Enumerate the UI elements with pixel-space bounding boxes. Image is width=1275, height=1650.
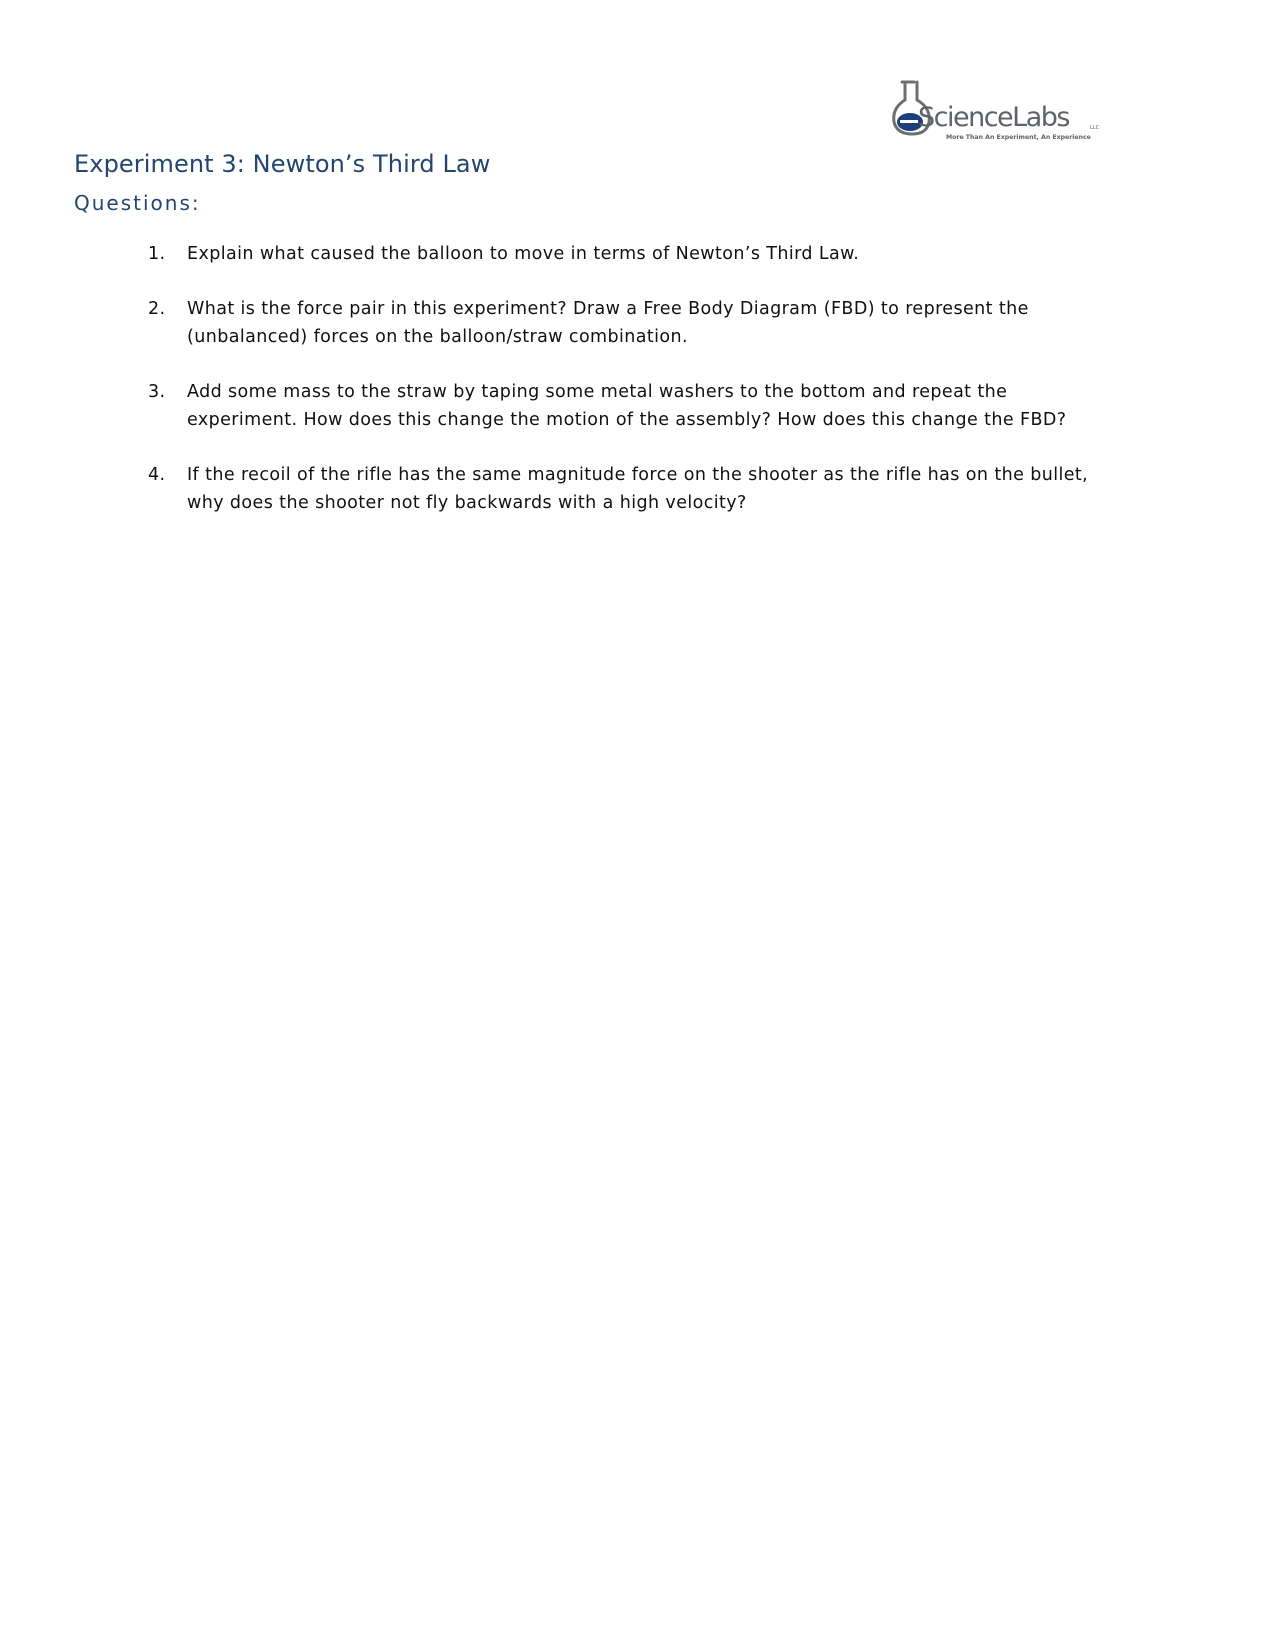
logo-wordmark: ScienceLabs (918, 102, 1069, 133)
questions-list (148, 240, 1118, 544)
question-number: 2. (148, 299, 166, 319)
question-text: What is the force pair in this experiment? Draw a Free Body Diagram (FBD) to represent the (unbalanced) forces on the balloon/straw combination. (187, 299, 1029, 347)
question-text: Explain what caused the balloon to move in terms of Newton’s Third Law. (187, 244, 860, 264)
question-item-3 (148, 378, 1118, 434)
logo-suffix: LLC (1090, 125, 1100, 131)
questions-heading: Questions: (74, 191, 201, 215)
question-item-1 (148, 240, 1118, 268)
question-number: 1. (148, 244, 166, 264)
question-text: If the recoil of the rifle has the same magnitude force on the shooter as the rifle has on the bullet, why does the shooter not fly backwards with a high velocity? (187, 465, 1089, 513)
flask-icon (888, 80, 1128, 150)
question-text: Add some mass to the straw by taping some metal washers to the bottom and repeat the experiment. How does this change the motion of the assembly? How does this change the FBD? (187, 382, 1067, 430)
escience-labs-logo (888, 80, 1128, 150)
question-number: 4. (148, 465, 166, 485)
logo-tagline: More Than An Experiment, An Experience (946, 134, 1091, 141)
question-number: 3. (148, 382, 166, 402)
question-item-4 (148, 461, 1118, 517)
document-title: Experiment 3: Newton’s Third Law (74, 150, 491, 178)
question-item-2 (148, 295, 1118, 351)
